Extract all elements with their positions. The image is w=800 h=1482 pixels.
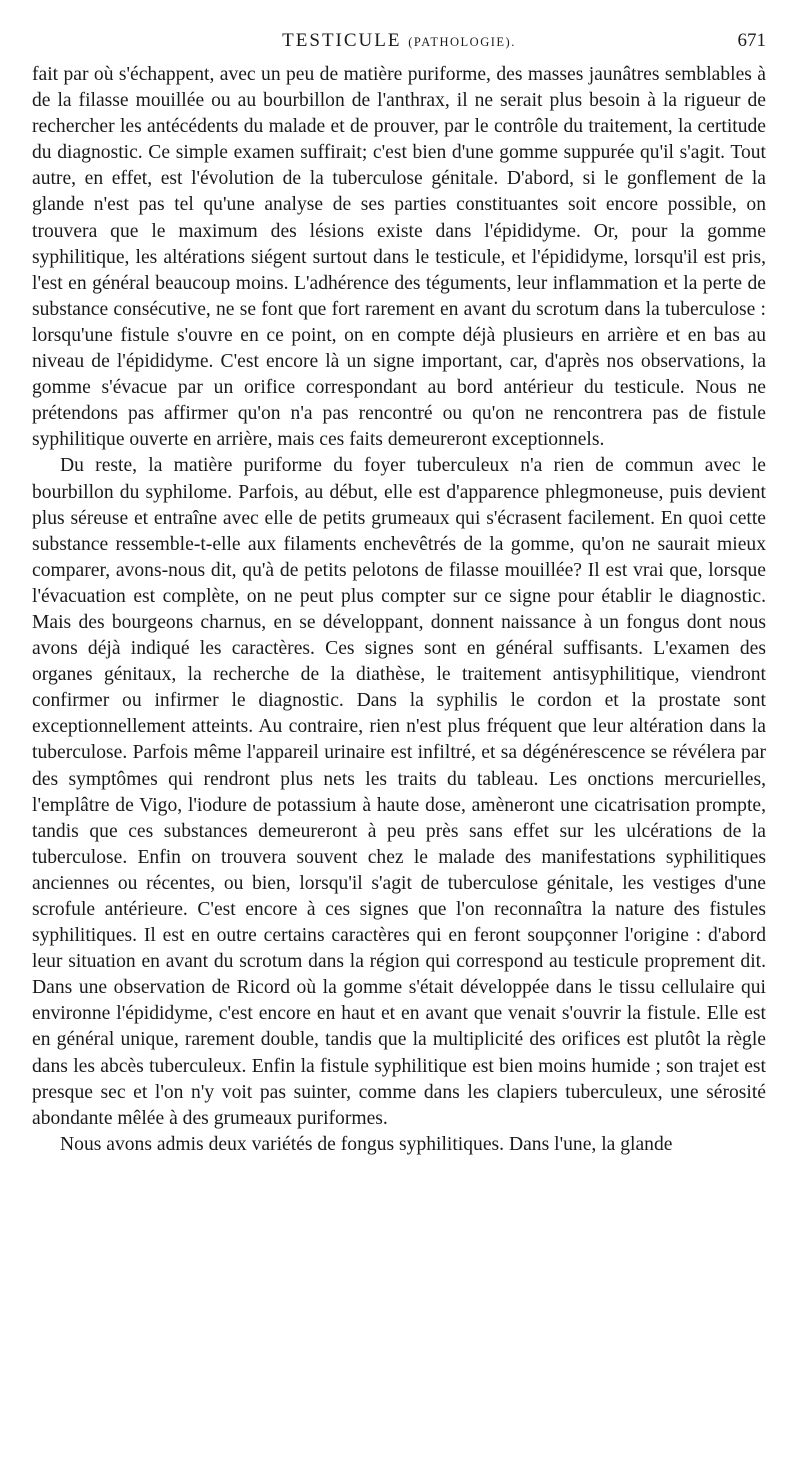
running-header [32,30,766,62]
page-number: 671 [737,30,766,51]
running-title [32,30,766,52]
header-subtitle: (PATHOLOGIE). [408,35,516,49]
paragraph: Nous avons admis deux variétés de fongus syphilitiques. Dans l'une, la glande [60,1133,673,1155]
header-title: TESTICULE [282,30,402,51]
paragraph: Du reste, la matière puriforme du foyer tuberculeux n'a rien de commun avec le bourbillon du syphilome. Parfois, au début, elle est d'apparence phlegmoneuse, puis devient plus séreuse et entraîne avec elle de petits grumeaux qui s'écrasent facilement. En quoi cette substance ressemble-t-elle aux filaments enchevêtrés de la gomme, qu'on ne saurait mieux comparer, avons-nous dit, qu'à de petits pelotons de filasse mouillée? Il est vrai que, lorsque l'évacuation est complète, on ne peut plus compter sur ce signe pour établir le diagnostic. Mais des bourgeons charnus, en se développant, donnent naissance à un fongus dont nous avons déjà indiqué les caractères. Ces signes sont en général suffisants. L'examen des organes génitaux, la recherche de la diathèse, le traitement antisyphilitique, viendront confirmer ou infirmer le diagnostic. Dans la syphilis le cordon et la prostate sont exceptionnellement atteints. Au contraire, rien n'est plus fréquent que leur altération dans la tuberculose. Parfois même l'appareil urinaire est infiltré, et sa dégénérescence se révélera par des symptômes qui rendront plus nets les traits du tableau. Les onctions mercurielles, l'emplâtre de Vigo, l'iodure de potassium à haute dose, amèneront une cicatrisation prompte, tandis que ces substances demeureront à peu près sans effet sur les ulcérations de la tuberculose. Enfin on trouvera souvent chez le malade des manifestations syphilitiques anciennes ou récentes, ou bien, lorsqu'il s'agit de tuberculose génitale, les vestiges d'une scrofule antérieure. C'est encore à ces signes que l'on reconnaîtra la nature des fistules syphilitiques. Il est en outre certains caractères qui en feront soupçonner l'origine : d'abord leur situation en avant du scrotum dans la région qui correspond au testicule proprement dit. Dans une observation de Ricord où la gomme s'était développée dans le tissu cellulaire qui environne l'épididyme, c'est encore en haut et en avant que venait s'ouvrir la fistule. Elle est en général unique, rarement double, tandis que la multiplicité des orifices est plutôt la règle dans les abcès tuberculeux. Enfin la fistule syphilitique est bien moins humide ; son trajet est presque sec et l'on n'y voit pas suinter, comme dans les clapiers tuberculeux, une sérosité abondante mêlée à des grumeaux puriformes. [32,455,766,1129]
book-page [32,30,766,1158]
body-text [32,62,766,1158]
paragraph: fait par où s'échappent, avec un peu de matière puriforme, des masses jaunâtres semblables à de la filasse mouillée ou au bourbillon de l'anthrax, il ne serait plus besoin à la rigueur de rechercher les antécédents du malade et de prouver, par le contrôle du traitement, la certitude du diagnostic. Ce simple examen suffirait; c'est bien d'une gomme suppurée qu'il s'agit. Tout autre, en effet, est l'évolution de la tuberculose génitale. D'abord, si le gonflement de la glande n'est pas tel qu'une analyse de ses parties constituantes soit encore possible, on trouvera que le maximum des lésions existe dans l'épididyme. Or, pour la gomme syphilitique, les altérations siégent surtout dans le testicule, et l'épididyme, lorsqu'il est pris, l'est en général beaucoup moins. L'adhérence des téguments, leur inflammation et la perte de substance consécutive, ne se font que fort rarement en avant du scrotum dans la tuberculose : lorsqu'une fistule s'ouvre en ce point, on en compte déjà plusieurs en arrière et en bas au niveau de l'épididyme. C'est encore là un signe important, car, d'après nos observations, la gomme s'évacue par un orifice correspondant au bord antérieur du testicule. Nous ne prétendons pas affirmer qu'on n'a pas rencontré ou qu'on ne rencontrera pas de fistule syphilitique ouverte en arrière, mais ces faits demeureront exceptionnels. [32,64,766,451]
